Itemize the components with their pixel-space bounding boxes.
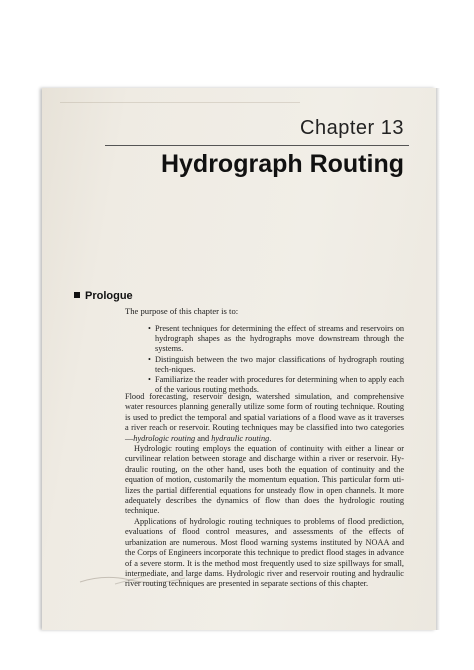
purpose-list — [148, 324, 404, 395]
faint-pencil-line — [60, 102, 300, 104]
chapter-number: Chapter 13 — [300, 117, 404, 139]
paragraph — [125, 392, 404, 444]
square-bullet-icon — [74, 292, 80, 298]
chapter-rule — [105, 145, 409, 146]
list-item: • Distinguish between the two major classifications of hydrograph routing tech-niques. — [148, 355, 404, 375]
paragraph: Applications of hydrologic routing techniques to problems of flood prediction, evaluations of flood control measures, and assessments of the effects of urbanization are numerous. Most flood warning systems instituted by NOAA and the Corps of Engineers incorporate this technique to predict flood stages in advance of a severe storm. It is the method most frequently used to size spillways for small, intermediate, and large dams. Hydrologic river and reservoir routing and hydraulic river routing techniques are presented in separate sections of this chapter. — [125, 516, 404, 589]
page-edge-shadow — [436, 88, 440, 630]
paragraph-text: . — [269, 433, 272, 443]
paragraph-text: and — [195, 433, 212, 443]
list-item: • Present techniques for determining the effect of streams and reservoirs on hydrograph shapes as the hydrographs move downstream through the systems. — [148, 324, 404, 355]
section-heading — [74, 290, 133, 302]
body-text — [125, 392, 404, 590]
italic-term: hydrologic routing — [133, 433, 196, 443]
paragraph-text: Flood forecasting, reservoir design, watershed simulation, and comprehensive water resources planning generally utilize some form of routing technique. Routing is used to predict the temporal and spatial variations of a flood wave as it traverses a river reach or reservoir. Routing techniques may be classified into two categories— — [125, 392, 404, 443]
pencil-scribble — [75, 570, 195, 590]
paragraph: Hydrologic routing employs the equation of continuity with either a linear or curvilinear relation between storage and discharge within a river or reservoir. Hy-draulic routing, on the other hand, uses both the equation of continuity and the equation of motion, customarily the momentum equation. This particular form uti-lizes the partial differential equations for unsteady flow in open channels. It more adequately describes the dynamics of flow than does the hydrologic routing technique. — [125, 444, 404, 516]
italic-term: hydraulic routing — [211, 433, 270, 443]
section-heading-label: Prologue — [85, 290, 133, 302]
prologue-intro: The purpose of this chapter is to: — [125, 306, 239, 316]
list-item: • Familiarize the reader with procedures for determining when to apply each of the various routing methods. — [148, 375, 404, 395]
chapter-title: Hydrograph Routing — [160, 150, 404, 178]
